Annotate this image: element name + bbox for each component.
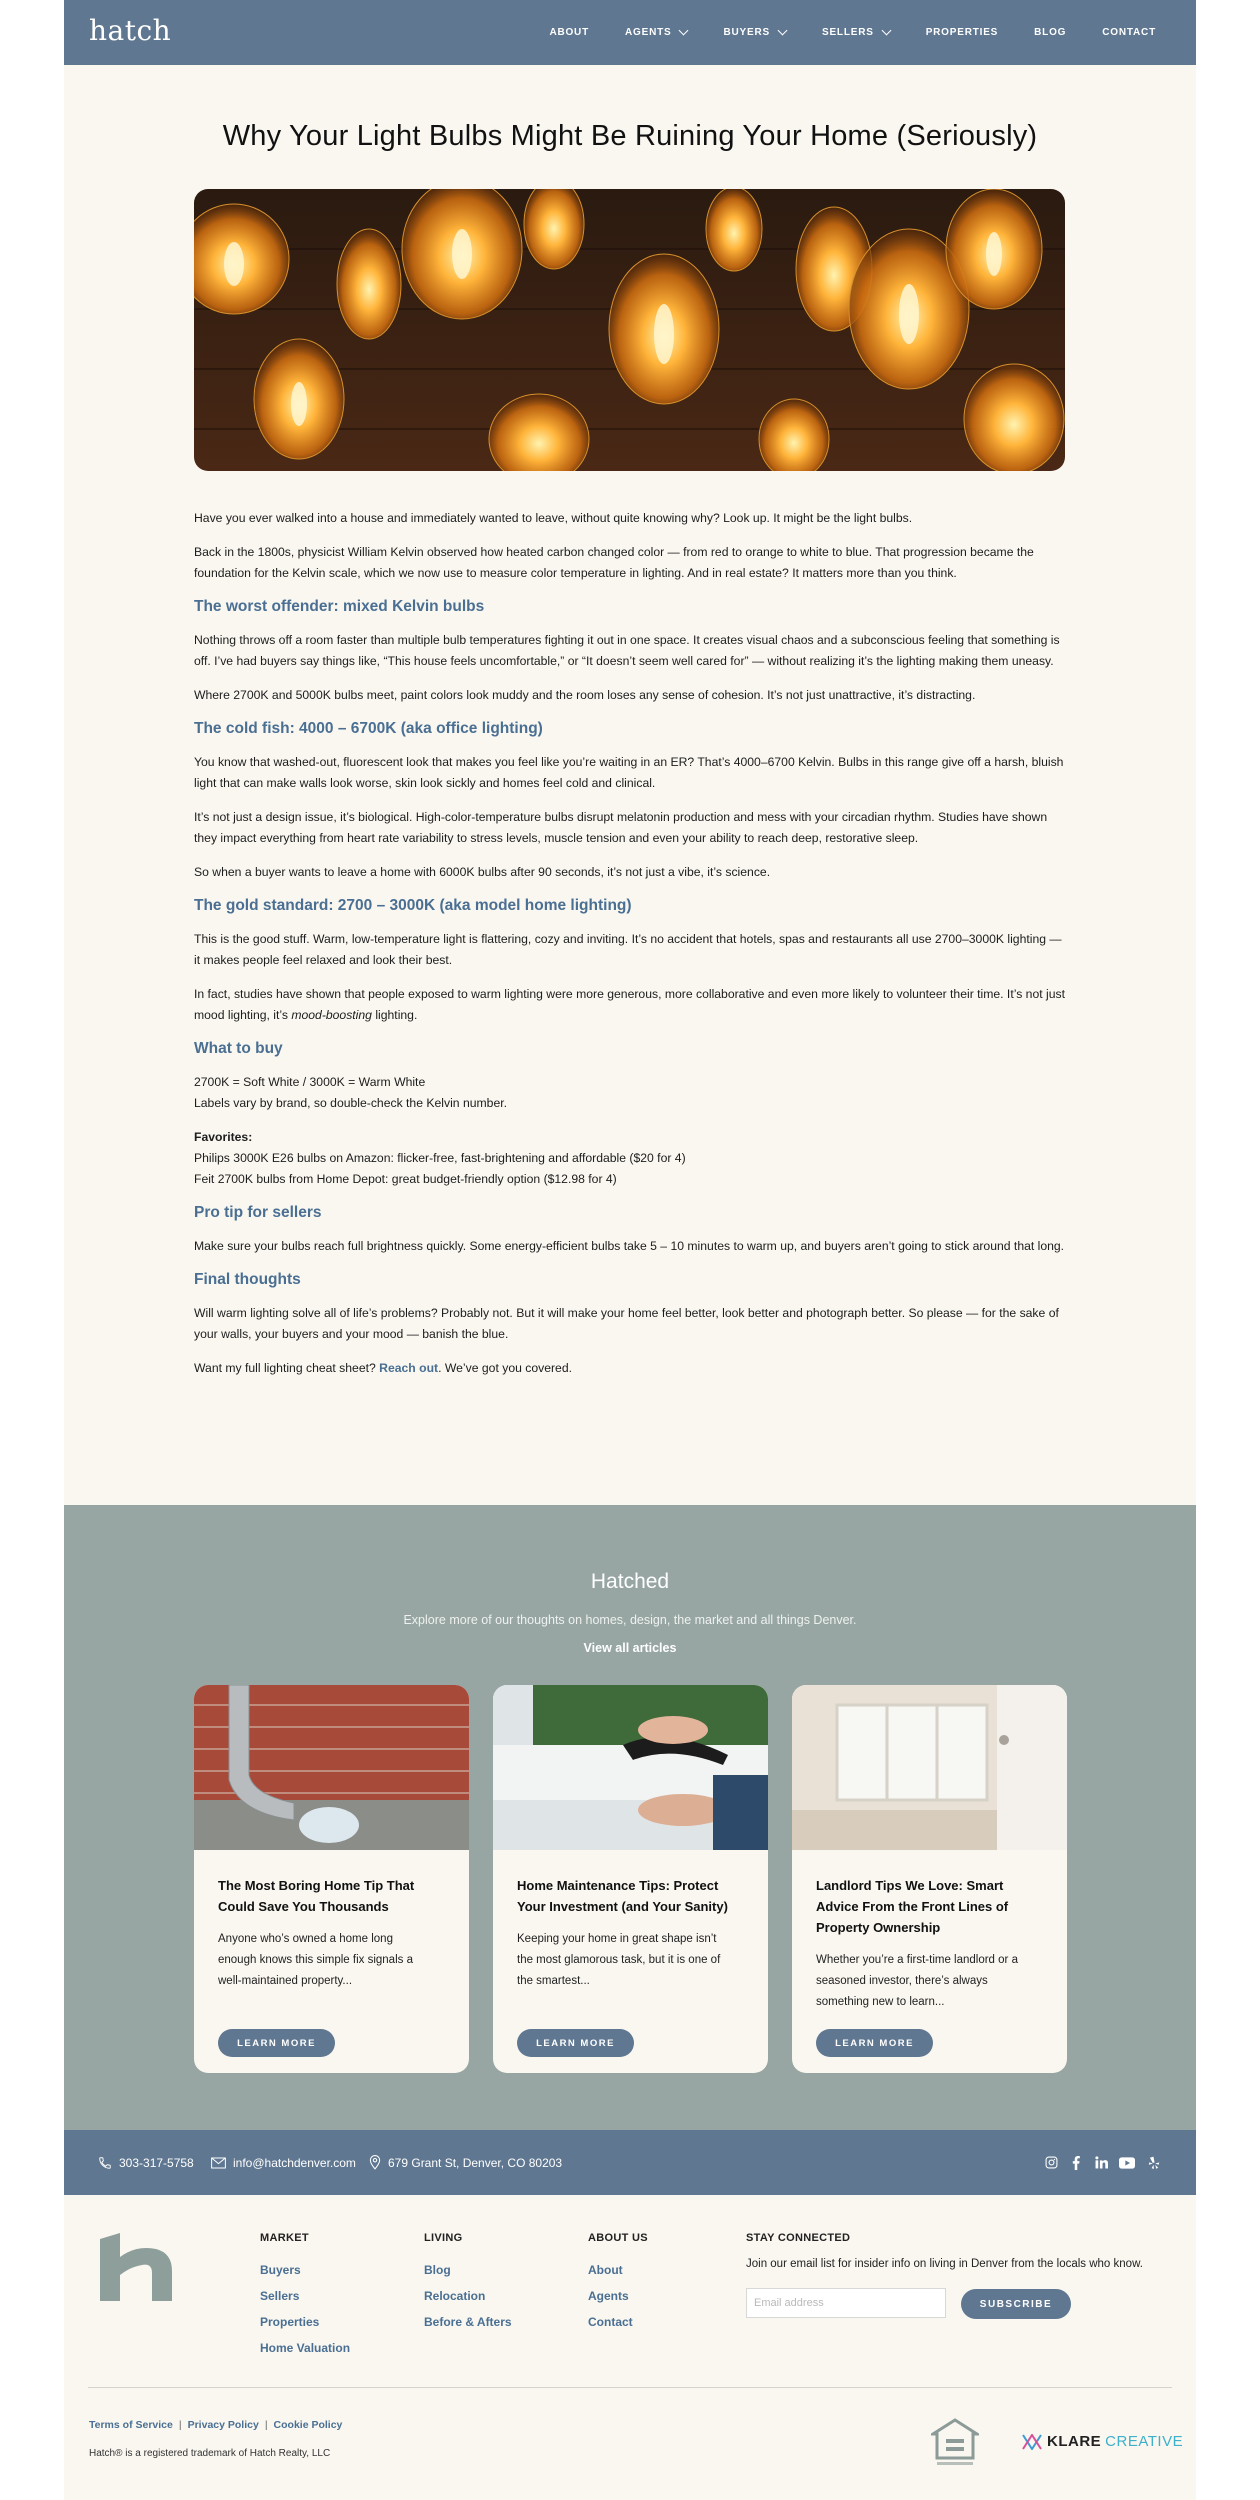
instagram-link[interactable] xyxy=(1045,2130,1058,2195)
nav-contact[interactable] xyxy=(1102,27,1156,38)
footer-divider xyxy=(88,2387,1172,2388)
nav-label: SELLERS xyxy=(821,27,874,38)
street-address: 679 Grant St, Denver, CO 80203 xyxy=(388,2155,563,2170)
phone-contact[interactable] xyxy=(98,2130,194,2195)
card-description: Anyone who’s owned a home long enough knows this simple fix signals a well-maintained property... xyxy=(218,1933,413,1987)
nav-blog[interactable] xyxy=(1034,27,1066,38)
footer-link-about[interactable]: About xyxy=(588,2263,623,2277)
section-heading: The cold fish: 4000 – 6700K (aka office lighting) xyxy=(194,720,543,737)
article-paragraph: Will warm lighting solve all of life’s problems? Probably not. But it will make your home feel better, look better and photograph better. So please — for the sake of your walls, your buyers and your mood — banish the blue. xyxy=(194,1306,1059,1341)
nav-buyers[interactable] xyxy=(723,27,785,38)
chevron-down-icon xyxy=(881,26,891,36)
nav-label: AGENTS xyxy=(625,27,672,38)
view-all-articles-link[interactable]: View all articles xyxy=(583,1641,677,1655)
nav-sellers[interactable] xyxy=(822,27,890,38)
article-paragraph: Nothing throws off a room faster than multiple bulb temperatures fighting it out in one space. It creates visual chaos and a subconscious feeling that something is off. I’ve had buyers say things like, “This house feels uncomfortable,” or “It doesn’t seem well cared for” — without realizing it’s the lighting making them uneasy. xyxy=(194,633,1060,668)
footer-link-before-afters[interactable]: Before & Afters xyxy=(424,2315,512,2329)
footer-link-relocation[interactable]: Relocation xyxy=(424,2289,486,2303)
card-description: Keeping your home in great shape isn’t the most glamorous task, but it is one of the smartest... xyxy=(517,1933,721,1987)
text-line: 2700K = Soft White / 3000K = Warm White xyxy=(194,1075,426,1089)
hatched-section xyxy=(64,1505,1196,2130)
footer-link-buyers[interactable]: Buyers xyxy=(260,2263,301,2277)
newsletter-description: Join our email list for insider info on living in Denver from the locals who know. xyxy=(746,2258,1143,2270)
mail-icon xyxy=(211,2157,226,2169)
subscribe-button[interactable]: SUBSCRIBE xyxy=(961,2289,1071,2319)
footer-column-market xyxy=(260,2232,350,2361)
reach-out-link[interactable]: Reach out xyxy=(379,1361,439,1375)
hero-image-light-bulbs xyxy=(194,189,1065,471)
article-paragraph: This is the good stuff. Warm, low-temperature light is flattering, cozy and inviting. It’s no accident that hotels, spas and restaurants all use 2700–3000K lighting — it makes people feel relaxed and look their best. xyxy=(194,932,1062,967)
klare-wordmark: KLARE xyxy=(1047,2433,1102,2450)
email-field[interactable] xyxy=(746,2288,946,2318)
article-paragraph: Where 2700K and 5000K bulbs meet, paint colors look muddy and the room loses any sense of cohesion. It’s not just unattractive, it’s distracting. xyxy=(194,688,976,702)
yelp-icon xyxy=(1148,2156,1160,2170)
article-card[interactable] xyxy=(194,1685,469,2073)
site-logo[interactable]: hatch xyxy=(89,14,172,47)
text-run: In fact, studies have shown that people exposed to warm lighting were more generous, more collaborative and even more likely to volunteer their time. It’s not just mood lighting, it’s xyxy=(194,987,1065,1022)
section-heading: Pro tip for sellers xyxy=(194,1204,322,1221)
facebook-link[interactable] xyxy=(1072,2130,1080,2195)
email-address: info@hatchdenver.com xyxy=(233,2155,356,2170)
site-header xyxy=(64,0,1196,65)
footer-link-properties[interactable]: Properties xyxy=(260,2315,320,2329)
nav-label: PROPERTIES xyxy=(925,27,999,38)
text-run: Want my full lighting cheat sheet? xyxy=(194,1361,380,1375)
section-heading: The worst offender: mixed Kelvin bulbs xyxy=(194,598,485,615)
text-run: . We’ve got you covered. xyxy=(438,1361,573,1375)
page xyxy=(64,0,1196,2500)
address-contact[interactable] xyxy=(369,2130,562,2195)
text-run: lighting. xyxy=(371,1008,418,1022)
article-paragraph: It’s not just a design issue, it’s biological. High-color-temperature bulbs disrupt melatonin production and mess with your circadian rhythm. Studies have shown they impact everything from heart rate variability to stress levels, muscle tension and even your ability to reach deep, restorative sleep. xyxy=(194,810,1048,845)
youtube-link[interactable] xyxy=(1119,2130,1135,2195)
article-card[interactable] xyxy=(792,1685,1067,2073)
nav-label: ABOUT xyxy=(549,27,589,38)
footer-hatch-logo-icon[interactable] xyxy=(96,2233,176,2301)
learn-more-button[interactable]: LEARN MORE xyxy=(816,2029,933,2057)
learn-more-button[interactable]: LEARN MORE xyxy=(517,2029,634,2057)
linkedin-icon xyxy=(1095,2156,1108,2169)
card-image-empty-room xyxy=(792,1685,1067,1850)
favorites-label: Favorites: xyxy=(194,1130,253,1144)
map-pin-icon xyxy=(369,2155,381,2170)
section-heading: What to buy xyxy=(194,1040,283,1057)
chevron-down-icon xyxy=(778,26,788,36)
card-title: Home Maintenance Tips: Protect Your Investment (and Your Sanity) xyxy=(517,1878,728,1914)
nav-label: CONTACT xyxy=(1102,27,1156,38)
favorite-item: Philips 3000K E26 bulbs on Amazon: flicker-free, fast-brightening and affordable ($20 for 4) xyxy=(194,1151,686,1165)
article-paragraph xyxy=(194,984,1067,1026)
nav-about[interactable] xyxy=(549,27,589,38)
creative-wordmark: CREATIVE xyxy=(1105,2433,1184,2450)
card-description: Whether you’re a first-time landlord or a seasoned investor, there’s always something new to learn... xyxy=(816,1954,1018,2008)
nav-label: BUYERS xyxy=(723,27,770,38)
card-image-downspout xyxy=(194,1685,469,1850)
footer-link-sellers[interactable]: Sellers xyxy=(260,2289,300,2303)
footer-column-heading: MARKET xyxy=(260,2232,309,2244)
yelp-link[interactable] xyxy=(1148,2130,1160,2195)
email-contact[interactable] xyxy=(211,2130,356,2195)
text-line: Labels vary by brand, so double-check the Kelvin number. xyxy=(194,1096,507,1110)
article-paragraph xyxy=(194,1072,1067,1114)
footer-column-heading: LIVING xyxy=(424,2232,463,2244)
article-title: Why Your Light Bulbs Might Be Ruining Your Home (Seriously) xyxy=(222,120,1038,152)
article-paragraph: You know that washed-out, fluorescent look that makes you feel like you’re waiting in an ER? That’s 4000–6700 Kelvin. Bulbs in this range give off a harsh, bluish light that can make walls look worse, skin look sickly and homes feel cold and clinical. xyxy=(194,755,1064,790)
emphasis-text: mood-boosting xyxy=(291,1008,372,1022)
privacy-policy-link[interactable]: Privacy Policy xyxy=(187,2419,259,2431)
article-paragraph: Back in the 1800s, physicist William Kelvin observed how heated carbon changed color — from red to orange to white to blue. That progression became the foundation for the Kelvin scale, which we now use to measure color temperature in lighting. And in real estate? It matters more than you think. xyxy=(194,545,1034,580)
footer-link-blog[interactable]: Blog xyxy=(424,2263,451,2277)
hatched-title: Hatched xyxy=(590,1570,670,1593)
klare-creative-credit[interactable] xyxy=(1022,2433,1183,2450)
article-paragraph xyxy=(194,1358,1067,1379)
youtube-icon xyxy=(1119,2157,1135,2169)
cookie-policy-link[interactable]: Cookie Policy xyxy=(273,2419,343,2431)
chevron-down-icon xyxy=(679,26,689,36)
footer-column-heading: ABOUT US xyxy=(588,2232,648,2244)
card-image-window-repair xyxy=(493,1685,768,1850)
footer-column-heading: STAY CONNECTED xyxy=(746,2232,851,2244)
main-nav xyxy=(513,0,1156,65)
footer-column-about-us xyxy=(588,2232,648,2335)
hatched-subtitle: Explore more of our thoughts on homes, design, the market and all things Denver. xyxy=(403,1613,857,1627)
favorite-item: Feit 2700K bulbs from Home Depot: great budget-friendly option ($12.98 for 4) xyxy=(194,1172,617,1186)
section-heading: The gold standard: 2700 – 3000K (aka model home lighting) xyxy=(194,897,632,914)
equal-housing-opportunity-icon xyxy=(931,2418,979,2468)
card-title: Landlord Tips We Love: Smart Advice From the Front Lines of Property Ownership xyxy=(816,1878,1009,1935)
footer-link-agents[interactable]: Agents xyxy=(588,2289,629,2303)
separator: | xyxy=(264,2419,268,2431)
trademark-notice: Hatch® is a registered trademark of Hatch Realty, LLC xyxy=(89,2448,331,2459)
linkedin-link[interactable] xyxy=(1095,2130,1108,2195)
footer-link-contact[interactable]: Contact xyxy=(588,2315,633,2329)
contact-bar xyxy=(64,2130,1196,2195)
phone-icon xyxy=(98,2156,112,2170)
footer-column-stay-connected xyxy=(746,2232,850,2257)
separator: | xyxy=(178,2419,182,2431)
klare-logo-icon xyxy=(1022,2434,1042,2450)
phone-number: 303-317-5758 xyxy=(119,2155,194,2170)
facebook-icon xyxy=(1072,2156,1080,2170)
article-card[interactable] xyxy=(493,1685,768,2073)
card-title: The Most Boring Home Tip That Could Save You Thousands xyxy=(218,1878,415,1914)
article-paragraph: Make sure your bulbs reach full brightness quickly. Some energy-efficient bulbs take 5 – 10 minutes to warm up, and buyers aren’t going to stick around that long. xyxy=(194,1239,1065,1253)
article-paragraph: So when a buyer wants to leave a home with 6000K bulbs after 90 seconds, it’s not just a vibe, it’s science. xyxy=(194,865,771,879)
favorites-block xyxy=(194,1127,1067,1190)
footer-link-home-valuation[interactable]: Home Valuation xyxy=(260,2341,351,2355)
legal-links xyxy=(89,2419,342,2431)
nav-properties[interactable] xyxy=(926,27,998,38)
article-body xyxy=(194,508,1067,1392)
instagram-icon xyxy=(1045,2156,1058,2169)
hero-illustration xyxy=(194,189,1065,471)
footer-column-living xyxy=(424,2232,512,2335)
terms-of-service-link[interactable]: Terms of Service xyxy=(89,2419,173,2431)
article-paragraph: Have you ever walked into a house and immediately wanted to leave, without quite knowing why? Look up. It might be the light bulbs. xyxy=(194,511,913,525)
learn-more-button[interactable]: LEARN MORE xyxy=(218,2029,335,2057)
section-heading: Final thoughts xyxy=(194,1271,301,1288)
nav-label: BLOG xyxy=(1034,27,1067,38)
nav-agents[interactable] xyxy=(625,27,687,38)
